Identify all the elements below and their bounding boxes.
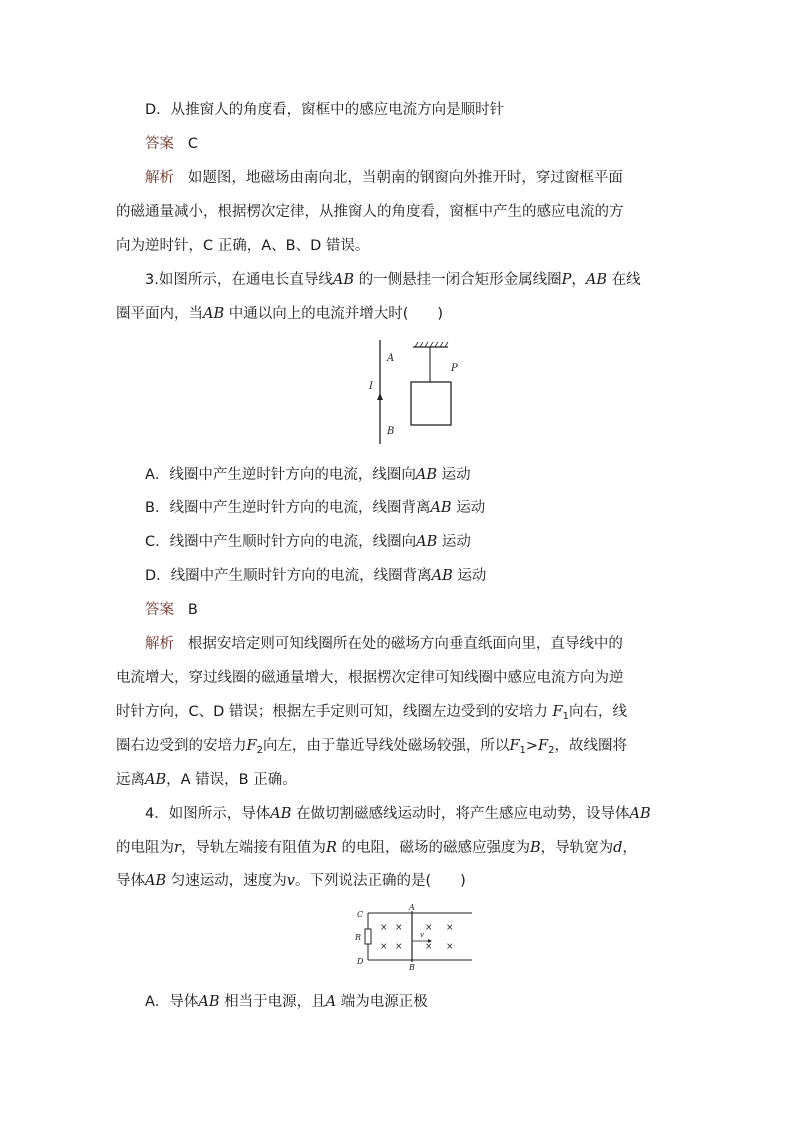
q3-analysis-line2: 电流增大，穿过线圈的磁通量增大，根据楞次定律可知线圈中感应电流方向为逆 bbox=[116, 670, 624, 686]
var-f: F bbox=[246, 738, 257, 754]
var-f: F bbox=[538, 738, 549, 754]
q3-analysis-line3 bbox=[116, 703, 627, 726]
q3-analysis-line1 bbox=[145, 635, 623, 653]
cross-icon: × bbox=[380, 923, 388, 933]
analysis-text: 向左，由于靠近导线处磁场较强，所以 bbox=[262, 738, 510, 754]
analysis-text: 远离 bbox=[116, 772, 145, 788]
label-p: P bbox=[451, 363, 458, 374]
analysis-text: 圈右边受到的安培力 bbox=[116, 738, 247, 754]
var-a: A bbox=[325, 994, 337, 1010]
label-v: v bbox=[420, 931, 424, 939]
var-ab: AB bbox=[430, 500, 452, 516]
subscript: 2 bbox=[548, 745, 555, 756]
var-ab: AB bbox=[198, 994, 220, 1010]
var-field: B bbox=[529, 840, 541, 856]
q3-stem-line2 bbox=[116, 305, 443, 323]
answer-value: B bbox=[187, 602, 198, 618]
analysis-text: ，A 错误，B 正确。 bbox=[166, 772, 297, 788]
var-ab: AB bbox=[203, 306, 225, 322]
q4-option-a bbox=[145, 993, 428, 1011]
label-r: R bbox=[355, 933, 362, 942]
analysis-text: 如题图，地磁场由南向北，当朝南的钢窗向外推开时，穿过窗框平面 bbox=[187, 170, 623, 186]
cross-icon: × bbox=[380, 942, 388, 952]
var-f: F bbox=[509, 738, 520, 754]
option-text: D．线圈中产生顺时针方向的电流，线圈背离 bbox=[145, 568, 432, 584]
cross-icon: × bbox=[395, 942, 403, 952]
cross-icon: × bbox=[425, 942, 433, 952]
option-text: 运动 bbox=[457, 568, 487, 584]
option-text: 运动 bbox=[441, 467, 471, 483]
q4-stem-line2 bbox=[116, 839, 637, 857]
stem-text: 在做切割磁感线运动时，将产生感应电动势，设导体 bbox=[295, 806, 630, 822]
var-ab: AB bbox=[145, 772, 167, 788]
analysis-text: 根据安培定则可知线圈所在处的磁场方向垂直纸面向里，直导线中的 bbox=[187, 636, 623, 652]
stem-text: 的一侧悬挂一闭合矩形金属线圈 bbox=[358, 272, 562, 288]
q2-analysis-line3: 向为逆时针，C 正确，A、B、D 错误。 bbox=[116, 238, 370, 254]
q4-rail-circuit-figure bbox=[350, 904, 476, 974]
var-f: F bbox=[552, 704, 563, 720]
q3-analysis-line4 bbox=[116, 737, 627, 760]
stem-text: 圈平面内，当 bbox=[116, 306, 203, 322]
label-i: I bbox=[369, 381, 373, 392]
operator: > bbox=[525, 738, 539, 754]
q2-answer bbox=[145, 135, 198, 153]
analysis-label: 解析 bbox=[145, 170, 174, 186]
q3-option-d bbox=[145, 567, 486, 585]
q4-stem-line1 bbox=[145, 805, 651, 823]
var-resistance: R bbox=[325, 840, 337, 856]
q2-option-d: D．从推窗人的角度看，窗框中的感应电流方向是顺时针 bbox=[145, 102, 505, 118]
stem-text: 在线 bbox=[611, 272, 641, 288]
stem-text: 3.如图所示，在通电长直导线 bbox=[145, 272, 333, 288]
cross-icon: × bbox=[446, 923, 454, 933]
subscript: 1 bbox=[562, 711, 569, 722]
var-ab: AB bbox=[270, 806, 292, 822]
q3-analysis-line5 bbox=[116, 771, 297, 789]
var-ab: AB bbox=[415, 467, 438, 483]
magnetic-field-crosses bbox=[380, 923, 454, 952]
q2-analysis-line1 bbox=[145, 169, 623, 187]
stem-text: 4．如图所示，导体 bbox=[145, 806, 271, 822]
var-ab: AB bbox=[332, 272, 354, 288]
analysis-text: ，故线圈将 bbox=[554, 738, 627, 754]
option-text: A．导体 bbox=[145, 994, 199, 1010]
option-text: A．线圈中产生逆时针方向的电流，线圈向 bbox=[145, 467, 416, 483]
stem-text: ， bbox=[622, 840, 637, 856]
var-ab: AB bbox=[416, 534, 438, 550]
answer-label: 答案 bbox=[145, 136, 174, 152]
var-p: P bbox=[561, 272, 572, 288]
coil-p bbox=[411, 382, 451, 425]
q2-analysis-line2: 的磁通量减小，根据楞次定律，从推窗人的角度看，窗框中产生的感应电流的方 bbox=[116, 204, 624, 220]
stem-text: 导体 bbox=[116, 873, 145, 889]
stem-text: ， bbox=[571, 272, 586, 288]
cross-icon: × bbox=[425, 923, 433, 933]
stem-text: ，导轨宽为 bbox=[540, 840, 614, 856]
label-a: A bbox=[387, 353, 395, 364]
var-r: r bbox=[174, 840, 181, 856]
analysis-label: 解析 bbox=[145, 636, 174, 652]
option-text: 运动 bbox=[441, 534, 471, 550]
var-velocity: v bbox=[286, 873, 295, 889]
q3-wire-coil-figure bbox=[360, 338, 480, 450]
resistor-r bbox=[365, 929, 371, 944]
cross-icon: × bbox=[446, 942, 454, 952]
stem-text: ，导轨左端接有阻值为 bbox=[180, 840, 326, 856]
var-ab: AB bbox=[145, 873, 167, 889]
analysis-text: 时针方向，C、D 错误；根据左手定则可知，线圈左边受到的安培力 bbox=[116, 704, 548, 720]
option-text: 运动 bbox=[456, 500, 486, 516]
answer-label: 答案 bbox=[145, 602, 174, 618]
answer-value: C bbox=[187, 136, 198, 152]
stem-text: 匀速运动，速度为 bbox=[170, 873, 287, 889]
q4-stem-line3 bbox=[116, 872, 466, 890]
q3-option-a bbox=[145, 466, 471, 484]
stem-text: 的电阻为 bbox=[116, 840, 174, 856]
var-width: d bbox=[613, 840, 623, 856]
q3-answer bbox=[145, 601, 198, 619]
var-ab: AB bbox=[629, 806, 651, 822]
cross-icon: × bbox=[395, 923, 403, 933]
label-d: D bbox=[357, 957, 364, 966]
q3-option-b bbox=[145, 499, 485, 517]
label-c: C bbox=[357, 910, 364, 919]
subscript: 2 bbox=[256, 745, 263, 756]
analysis-text: 向右，线 bbox=[568, 704, 627, 720]
subscript: 1 bbox=[519, 745, 526, 756]
q3-stem-line1 bbox=[145, 271, 641, 289]
ceiling-hatch bbox=[415, 342, 448, 347]
label-b: B bbox=[387, 426, 395, 437]
var-ab: AB bbox=[585, 272, 607, 288]
option-text: B．线圈中产生逆时针方向的电流，线圈背离 bbox=[145, 500, 431, 516]
label-b: B bbox=[409, 963, 415, 972]
q3-option-c bbox=[145, 533, 471, 551]
current-arrow-icon bbox=[377, 393, 383, 400]
option-text: C．线圈中产生顺时针方向的电流，线圈向 bbox=[145, 534, 417, 550]
stem-text: 的电阻，磁场的磁感应强度为 bbox=[341, 840, 530, 856]
option-text: 端为电源正极 bbox=[340, 994, 428, 1010]
stem-text: 。下列说法正确的是( ) bbox=[294, 873, 466, 889]
label-a: A bbox=[409, 904, 415, 912]
var-ab: AB bbox=[431, 568, 453, 584]
stem-text: 中通以向上的电流并增大时( ) bbox=[228, 306, 444, 322]
option-text: 相当于电源，且 bbox=[224, 994, 326, 1010]
